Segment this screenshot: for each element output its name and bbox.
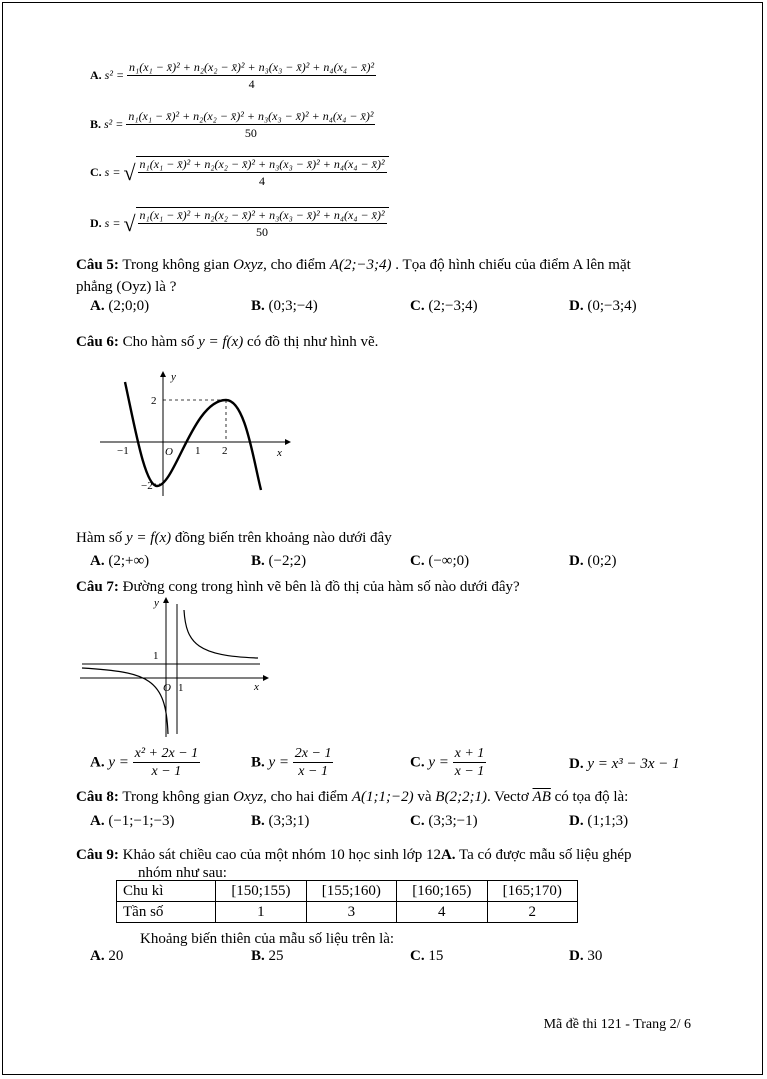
- page-footer: Mã đề thi 121 - Trang 2/ 6: [543, 1017, 691, 1032]
- table-row: [117, 881, 578, 902]
- q7-stem: Câu 7: Đường cong trong hình vẽ bên là đồ thị của hàm số nào dưới đây?: [76, 579, 520, 595]
- q9-stem: Câu 9: Khảo sát chiều cao của một nhóm 10 học sinh lớp 12A. Ta có được mẫu số liệu ghép: [76, 847, 632, 863]
- q8-option-b[interactable]: B. (3;3;1): [251, 813, 310, 829]
- q6-question: Hàm số y = f(x) đồng biến trên khoảng nào dưới đây: [76, 530, 392, 546]
- q7-x-tick: 1: [178, 682, 184, 694]
- q9-option-d[interactable]: D. 30: [569, 948, 603, 964]
- q6-ytick-2: 2: [151, 395, 157, 407]
- table-cell: Chu kì: [117, 881, 216, 902]
- table-row: [117, 902, 578, 923]
- q6-curve: [125, 382, 261, 490]
- q4-option-a: A. s² = $\frac{\text{n₁(x₁ − x̄)² + n₂(x₂ − x̄)² + n₃(x₃ − x̄)² + n₄(x₄ − x̄)²}}{4}$: [90, 60, 375, 91]
- q9-option-b[interactable]: B. 25: [251, 948, 284, 964]
- q9-table: [116, 880, 578, 923]
- table-cell: 2: [487, 902, 577, 923]
- q8-option-d[interactable]: D. (1;1;3): [569, 813, 629, 829]
- table-cell: Tần số: [117, 902, 216, 923]
- q5-option-a[interactable]: A. (2;0;0): [90, 298, 150, 314]
- table-cell: 4: [397, 902, 487, 923]
- q7-option-d[interactable]: D. y = x³ − 3x − 1: [569, 756, 680, 772]
- q5-option-d[interactable]: D. (0;−3;4): [569, 298, 637, 314]
- q6-tick-2: 2: [222, 445, 228, 457]
- q7-y-label: y: [154, 597, 159, 609]
- table-cell: [160;165): [397, 881, 487, 902]
- q6-option-d[interactable]: D. (0;2): [569, 553, 617, 569]
- q9-stem-cont: nhóm như sau:: [138, 865, 227, 881]
- table-cell: 3: [306, 902, 396, 923]
- q6-ytick-neg2: −2: [141, 480, 153, 492]
- q6-tick-neg1: −1: [117, 445, 129, 457]
- q9-option-a[interactable]: A. 20: [90, 948, 124, 964]
- q7-x-label: x: [254, 681, 259, 693]
- q6-option-b[interactable]: B. (−2;2): [251, 553, 307, 569]
- table-cell: [165;170): [487, 881, 577, 902]
- q6-x-label: x: [277, 447, 282, 459]
- q7-option-c[interactable]: C. y = $\frac{x + 1}{x - 1}$: [410, 746, 485, 779]
- q6-option-c[interactable]: C. (−∞;0): [410, 553, 470, 569]
- q9-question: Khoảng biến thiên của mẫu số liệu trên là:: [140, 931, 395, 947]
- q4-option-c: C. s = √ $\frac{\text{n₁(x₁ − x̄)² + n₂(x₂ − x̄)² + n₃(x₃ − x̄)² + n₄(x₄ − x̄)²}}{4}$: [90, 156, 389, 189]
- table-cell: [150;155): [216, 881, 306, 902]
- q5-stem: Câu 5: Trong không gian Oxyz, cho điểm A(2;−3;4) . Tọa độ hình chiếu của điểm A lên mặt: [76, 257, 631, 273]
- q7-option-a[interactable]: A. y = $\frac{\text{x² + 2x − 1}}{x - 1}$: [90, 746, 199, 779]
- q6-origin: O: [165, 446, 173, 458]
- q6-y-label: y: [171, 371, 176, 383]
- q9-option-c[interactable]: C. 15: [410, 948, 444, 964]
- q6-option-a[interactable]: A. (2;+∞): [90, 553, 150, 569]
- q5-option-b[interactable]: B. (0;3;−4): [251, 298, 318, 314]
- table-cell: [155;160): [306, 881, 396, 902]
- q8-stem: Câu 8: Trong không gian Oxyz, cho hai điểm A(1;1;−2) và B(2;2;1). Vectơ $\overline{AB}$ có tọa độ là:: [76, 789, 629, 805]
- q8-option-a[interactable]: A. (−1;−1;−3): [90, 813, 175, 829]
- q5-stem-cont: phẳng (Oyz) là ?: [76, 279, 177, 295]
- table-cell: 1: [216, 902, 306, 923]
- q8-option-c[interactable]: C. (3;3;−1): [410, 813, 478, 829]
- q4-option-b: B. s² = $\frac{\text{n₁(x₁ − x̄)² + n₂(x₂ − x̄)² + n₃(x₃ − x̄)² + n₄(x₄ − x̄)²}}{50}$: [90, 109, 374, 140]
- q6-stem: Câu 6: Cho hàm số y = f(x) có đồ thị như hình vẽ.: [76, 334, 379, 350]
- q7-branch-right: [184, 610, 258, 658]
- q6-tick-1: 1: [195, 445, 201, 457]
- q7-y-tick: 1: [153, 650, 159, 662]
- q6-graph: [95, 368, 295, 498]
- q4-option-d: D. s = √ $\frac{\text{n₁(x₁ − x̄)² + n₂(x₂ − x̄)² + n₃(x₃ − x̄)² + n₄(x₄ − x̄)²}}{50}$: [90, 207, 389, 240]
- q5-option-c[interactable]: C. (2;−3;4): [410, 298, 478, 314]
- q7-origin: O: [163, 682, 171, 694]
- q7-graph: [78, 594, 270, 739]
- q7-option-b[interactable]: B. y = $\frac{2x - 1}{x - 1}$: [251, 746, 332, 779]
